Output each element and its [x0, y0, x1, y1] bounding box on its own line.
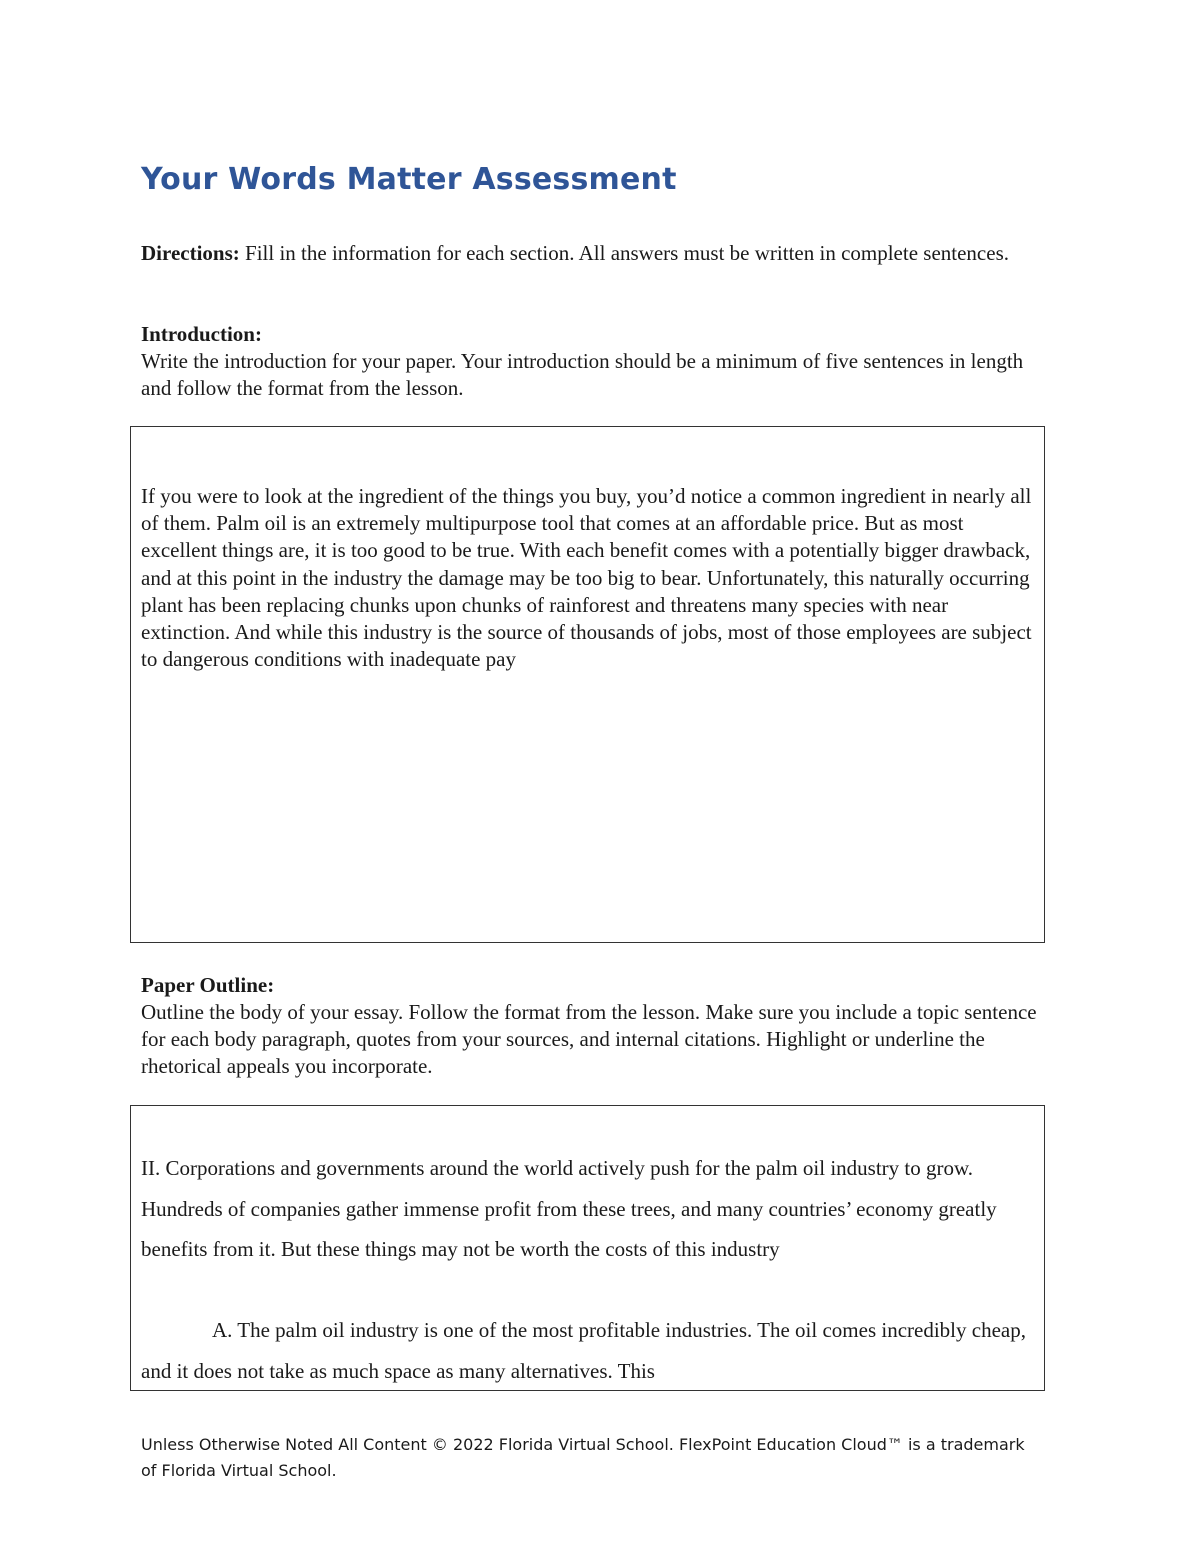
directions-text: Fill in the information for each section. All answers must be written in complete sentences.: [239, 241, 1009, 265]
introduction-instructions: Write the introduction for your paper. Your introduction should be a minimum of five sentences in length and follow the format from the lesson.: [141, 349, 1024, 400]
outline-point-ii: II. Corporations and governments around the world actively push for the palm oil industry to grow. Hundreds of companies gather immense profit from these trees, and many countries’ economy greatly benefits from it. But these things may not be worth the costs of this industry: [141, 1156, 997, 1261]
directions-paragraph: [141, 240, 1056, 267]
introduction-response-paragraph: If you were to look at the ingredient of the things you buy, you’d notice a common ingredient in nearly all of them. Palm oil is an extremely multipurpose tool that comes at an affordable price. But as most excellent things are, it is too good to be true. With each benefit comes with a potentially bigger drawback, and at this point in the industry the damage may be too big to bear. Unfortunately, this naturally occurring plant has been replacing chunks upon chunks of rainforest and threatens many species with near extinction. And while this industry is the source of thousands of jobs, most of those employees are subject to dangerous conditions with inadequate pay: [141, 484, 1032, 672]
outline-point-a: A. The palm oil industry is one of the most profitable industries. The oil comes incredibly cheap, and it does not take as much space as many alternatives. This: [141, 1318, 1026, 1383]
introduction-response-box[interactable]: [130, 426, 1045, 943]
introduction-response-text: [141, 483, 1036, 673]
outline-label: Paper Outline:: [141, 973, 275, 997]
outline-response-text: [141, 1148, 1036, 1391]
outline-section: [141, 972, 1056, 1080]
outline-instructions: Outline the body of your essay. Follow the format from the lesson. Make sure you include a topic sentence for each body paragraph, quotes from your sources, and internal citations. Highlight or underline the rhetorical appeals you incorporate.: [141, 1000, 1037, 1078]
introduction-section: [141, 321, 1056, 402]
copyright-footer: Unless Otherwise Noted All Content © 2022 Florida Virtual School. FlexPoint Education Cloud™ is a trademark of Florida Virtual School.: [141, 1435, 1025, 1480]
page-title: Your Words Matter Assessment: [141, 162, 677, 197]
outline-response-box[interactable]: [130, 1105, 1045, 1391]
outline-spacer: [141, 1270, 1036, 1311]
introduction-label: Introduction:: [141, 322, 262, 346]
directions-section: [141, 240, 1056, 267]
directions-label: Directions:: [141, 241, 240, 265]
